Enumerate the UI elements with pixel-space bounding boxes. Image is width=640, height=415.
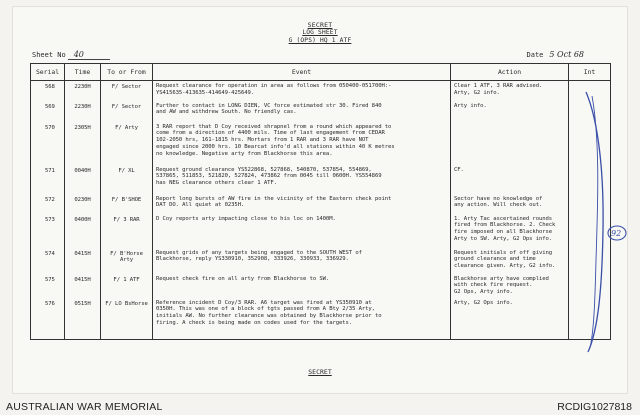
row-to-from: F/ Sector <box>101 81 153 101</box>
table-row <box>31 81 611 101</box>
table-row <box>31 214 611 248</box>
row-action: Blackhorse arty have complied with check fire request. G2 Ops, Arty info. <box>451 274 569 298</box>
row-action: CF. <box>451 165 569 194</box>
row-action: 1. Arty Tac ascertained rounds fired from Blackhorse. 2. Check fire imposed on all Blackhorse Arty to SW. Arty, G2 Ops info. <box>451 214 569 248</box>
row-serial: 576 <box>31 298 65 340</box>
row-time: 2305H <box>65 122 101 165</box>
row-serial: 572 <box>31 194 65 214</box>
row-to-from: F/ B'Horse Arty <box>101 248 153 274</box>
row-event: Request clearance for operation in area as follows from 050400-051700H:- YS415635-413635-414649-425649. <box>153 81 451 101</box>
row-int <box>569 274 611 298</box>
column-header-action: Action <box>451 64 569 81</box>
row-event: Request ground clearance YS522868, 527868, 540870, 537854, 554869, 537865, 511853, 521820, 527824, 473862 from 0045 till 0600H. YS554869 has NEG clearance others clear 1 ATF. <box>153 165 451 194</box>
row-time: 0040H <box>65 165 101 194</box>
row-int <box>569 81 611 101</box>
date-value: 5 Oct 68 <box>549 50 584 59</box>
archive-footer <box>0 397 640 415</box>
column-header-int: Int <box>569 64 611 81</box>
sheet-number-value: 40 <box>73 50 84 59</box>
row-action: Request initials of off giving ground clearance and time clearance given. Arty, G2 info. <box>451 248 569 274</box>
row-event: Report long bursts of AW fire in the vicinity of the Eastern check point DAT DO. All quiet at 0235H. <box>153 194 451 214</box>
row-serial: 569 <box>31 101 65 122</box>
table-row <box>31 248 611 274</box>
row-time: 0415H <box>65 248 101 274</box>
table-row <box>31 194 611 214</box>
row-serial: 573 <box>31 214 65 248</box>
sheet-number <box>32 50 110 60</box>
row-event: Request check fire on all arty from Blackhorse to SW. <box>153 274 451 298</box>
sheet-date <box>527 50 584 59</box>
row-to-from: F/ 1 ATF <box>101 274 153 298</box>
row-time: 2230H <box>65 101 101 122</box>
table-row <box>31 122 611 165</box>
row-action <box>451 122 569 165</box>
table-row <box>31 298 611 340</box>
table-row <box>31 101 611 122</box>
row-action: Clear 1 ATF, 3 RAR advised. Arty, G2 info. <box>451 81 569 101</box>
row-time: 0230H <box>65 194 101 214</box>
classification-heading: SECRET <box>307 21 333 29</box>
column-header-time: Time <box>65 64 101 81</box>
row-to-from: F/ B'SHOE <box>101 194 153 214</box>
row-event: 3 RAR report that D Coy received shrapnel from a round which appeared to come from a direction of 4400 mils. Time of last engagement from CEDAR 102-2050 hrs, 161-1815 hrs. Mortars from 1 RAR and 3 RAR have NOT engaged since 2000 hrs. 10 Bearcat info'd all stations within 40 K metres no knowledge. Negative arty from Blackhorse this area. <box>153 122 451 165</box>
row-event: Further to contact in LONG DIEN, VC force estimated str 30. Fired 840 and AW and withdrew South. No friendly cas. <box>153 101 451 122</box>
table-row <box>31 165 611 194</box>
row-int <box>569 122 611 165</box>
row-int <box>569 214 611 248</box>
log-sheet-title: LOG SHEET <box>302 29 338 36</box>
row-serial: 568 <box>31 81 65 101</box>
row-time: 0515H <box>65 298 101 340</box>
row-serial: 574 <box>31 248 65 274</box>
archive-institution: AUSTRALIAN WAR MEMORIAL <box>6 401 163 413</box>
row-int <box>569 194 611 214</box>
row-to-from: F/ LO BsHorse <box>101 298 153 340</box>
row-time: 0400H <box>65 214 101 248</box>
row-int <box>569 165 611 194</box>
row-serial: 570 <box>31 122 65 165</box>
row-serial: 571 <box>31 165 65 194</box>
column-header-serial: Serial <box>31 64 65 81</box>
row-to-from: F/ 3 RAR <box>101 214 153 248</box>
row-action: Arty info. <box>451 101 569 122</box>
row-to-from: F/ Arty <box>101 122 153 165</box>
row-event: D Coy reports arty impacting close to his loc on 1400M. <box>153 214 451 248</box>
row-serial: 575 <box>31 274 65 298</box>
row-time: 2230H <box>65 81 101 101</box>
column-header-to-from: To or From <box>101 64 153 81</box>
row-time: 0415H <box>65 274 101 298</box>
row-int <box>569 298 611 340</box>
unit-heading: G (OPS) HQ 1 ATF <box>288 37 352 44</box>
log-table <box>30 63 611 340</box>
row-action: Sector have no knowledge of any action. Will check out. <box>451 194 569 214</box>
row-to-from: F/ Sector <box>101 101 153 122</box>
archive-reference: RCDIG1027818 <box>557 401 632 413</box>
row-event: Reference incident D Coy/3 RAR. A6 target was fired at YS350910 at 0350H. This was one of a block of tgts passed from A Bty 2/35 Arty, initials AW. No further clearance was obtained by Blackhorse prior to firing. A check is being made on codes used for the targets. <box>153 298 451 340</box>
column-header-event: Event <box>153 64 451 81</box>
table-header-row <box>31 64 611 81</box>
row-to-from: F/ XL <box>101 165 153 194</box>
row-int <box>569 101 611 122</box>
row-int <box>569 248 611 274</box>
table-row <box>31 274 611 298</box>
row-event: Request grids of any targets being engaged to the SOUTH WEST of Blackhorse, reply YS330910, 352908, 333926, 330933, 336929. <box>153 248 451 274</box>
date-label: Date <box>526 51 544 59</box>
sheet-number-label: Sheet No <box>32 51 66 59</box>
row-action: Arty, G2 Ops info. <box>451 298 569 340</box>
margin-note-text: 92 <box>611 229 622 238</box>
footer-classification: SECRET <box>308 368 332 376</box>
